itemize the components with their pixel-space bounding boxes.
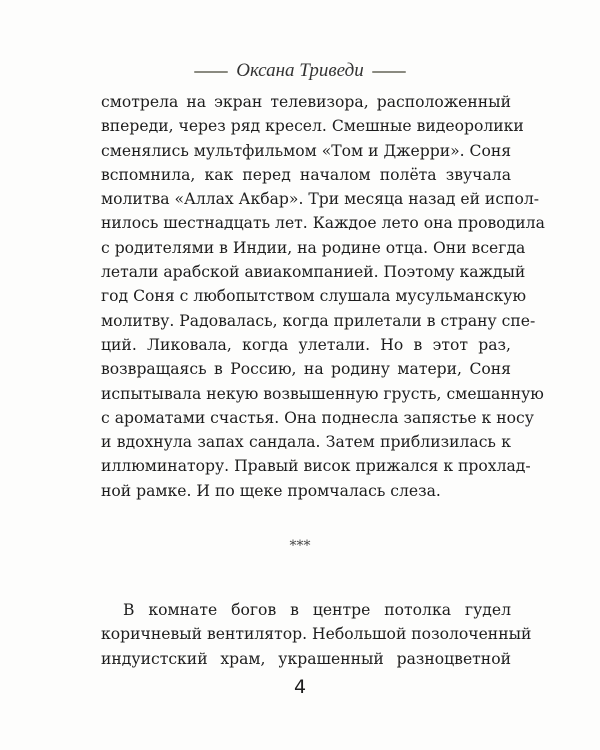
text-line: с родителями в Индии, на родине отца. Они всегда [101,238,526,257]
text-line: коричневый вентилятор. Небольшой позолоченный [101,625,532,644]
ornament-left-icon [194,71,228,73]
text-line: смотрела на экран телевизора, расположенный [101,93,511,111]
text-line: ной рамке. И по щеке промчалась слеза. [101,481,441,500]
text-line: молитву. Радовалась, когда прилетали в страну спе- [101,311,536,330]
text-line: иллюминатору. Правый висок прижался к прохлад- [101,457,531,476]
text-line: летали арабской авиакомпанией. Поэтому каждый [101,263,526,282]
ornament-right-icon [372,71,406,73]
text-line: индуистский храм, украшенный разноцветной [101,649,511,668]
text-line: ций. Ликовала, когда улетали. Но в этот раз, [101,335,511,354]
paragraph-1 [101,90,545,503]
paragraph-2 [101,598,532,671]
text-line: и вдохнула запах сандала. Затем приблизилась к [101,433,511,452]
text-line: испытывала некую возвышенную грусть, смешанную [101,384,544,403]
text-line: нилось шестнадцать лет. Каждое лето она проводила [101,214,545,233]
page-number: 4 [293,676,307,698]
section-separator: *** [289,538,311,554]
text-line: возвращаясь в Россию, на родину матери, Соня [101,360,511,379]
running-header [0,60,600,82]
header-author: Оксана Триведи [236,60,364,81]
text-line: молитва «Аллах Акбар». Три месяца назад ей испол- [101,190,540,209]
text-line: В комнате богов в центре потолка гудел [123,601,511,619]
text-line: впереди, через ряд кресел. Смешные видеоролики [101,117,524,136]
text-line: сменялись мультфильмом «Том и Джерри». Соня [101,141,512,160]
text-line: с ароматами счастья. Она поднесла запястье к носу [101,408,534,427]
text-line: вспомнила, как перед началом полёта звучала [101,165,511,184]
text-line: год Соня с любопытством слушала мусульманскую [101,287,527,306]
